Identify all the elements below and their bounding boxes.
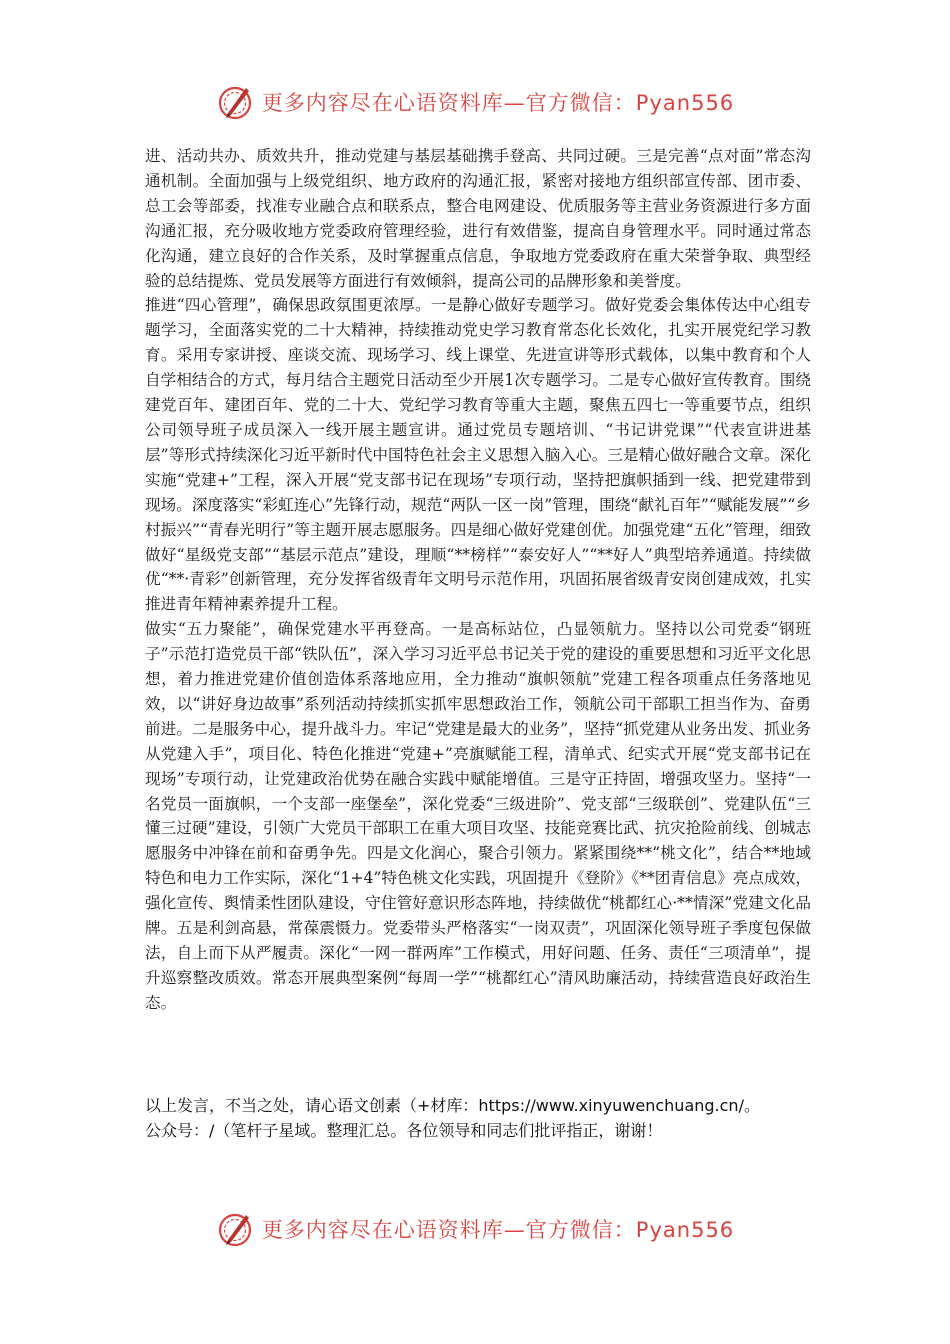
pen-logo-icon xyxy=(216,82,256,122)
closing-remarks xyxy=(145,1093,825,1143)
pen-logo-icon xyxy=(216,1209,256,1249)
footer-watermark xyxy=(0,1207,950,1251)
document-body xyxy=(145,144,811,1016)
closing-line: 公众号：/（笔杆子星域。整理汇总。各位领导和同志们批评指正，谢谢！ xyxy=(145,1121,663,1140)
paragraph: 进、活动共办、质效共升，推动党建与基层基础携手登高、共同过硬。三是完善“点对面”常态沟通机制。全面加强与上级党组织、地方政府的沟通汇报，紧密对接地方组织部宣传部、团市委、总工会等部委，找准专业融合点和联系点，整合电网建设、优质服务等主营业务资源进行多方面沟通汇报，充分吸收地方党委政府管理经验，进行有效借鉴，提高自身管理水平。同时通过常态化沟通，建立良好的合作关系，及时掌握重点信息，争取地方党委政府在重大荣誉争取、典型经验的总结提炼、党员发展等方面进行有效倾斜，提高公司的品牌形象和美誉度。 xyxy=(145,147,811,290)
paragraph: 推进“四心管理”，确保思政氛围更浓厚。一是静心做好专题学习。做好党委会集体传达中心组专题学习，全面落实党的二十大精神，持续推动党史学习教育常态化长效化，扎实开展党纪学习教育。采用专家讲授、座谈交流、现场学习、线上课堂、先进宣讲等形式载体，以集中教育和个人自学相结合的方式，每月结合主题党日活动至少开展1次专题学习。二是专心做好宣传教育。围绕建党百年、建团百年、党的二十大、党纪学习教育等重大主题，聚焦五四七一等重要节点，组织公司领导班子成员深入一线开展主题宣讲。通过党员专题培训、“书记讲党课”“代表宣讲进基层”等形式持续深化习近平新时代中国特色社会主义思想入脑入心。三是精心做好融合文章。深化实施“党建+”工程，深入开展“党支部书记在现场”专项行动，坚持把旗帜插到一线、把党建带到现场。深度落实“彩虹连心”先锋行动，规范“两队一区一岗”管理，围绕“献礼百年”“赋能发展”“乡村振兴”“青春光明行”等主题开展志愿服务。四是细心做好党建创优。加强党建“五化”管理，细致做好“星级党支部”“基层示范点”建设，理顺“**榜样”“泰安好人”“**好人”典型培养通道。持续做优“**·青彩”创新管理，充分发挥省级青年文明号示范作用，巩固拓展省级青安岗创建成效，扎实推进青年精神素养提升工程。 xyxy=(145,296,811,614)
watermark-text: 更多内容尽在心语资料库—官方微信：Pyan556 xyxy=(261,1218,735,1242)
header-watermark xyxy=(0,80,950,124)
closing-line: 以上发言，不当之处，请心语文创素（+材库：https://www.xinyuwenchuang.cn/。 xyxy=(145,1096,760,1115)
watermark-text: 更多内容尽在心语资料库—官方微信：Pyan556 xyxy=(261,91,735,115)
paragraph: 做实“五力聚能”，确保党建水平再登高。一是高标站位，凸显领航力。坚持以公司党委“钢班子”示范打造党员干部“铁队伍”，深入学习习近平总书记关于党的建设的重要思想和习近平文化思想，着力推进党建价值创造体系落地应用，全力推动“旗帜领航”党建工程各项重点任务落地见效，以“讲好身边故事”系列活动持续抓实抓牢思想政治工作，领航公司干部职工担当作为、奋勇前进。二是服务中心，提升战斗力。牢记“党建是最大的业务”，坚持“抓党建从业务出发、抓业务从党建入手”，项目化、特色化推进“党建+”亮旗赋能工程，清单式、纪实式开展“党支部书记在现场”专项行动，让党建政治优势在融合实践中赋能增值。三是守正持固，增强攻坚力。坚持“一名党员一面旗帜，一个支部一座堡垒”，深化党委“三级进阶”、党支部“三级联创”、党建队伍“三懂三过硬”建设，引领广大党员干部职工在重大项目攻坚、技能竞赛比武、抗灾抢险前线、创城志愿服务中冲锋在前和奋勇争先。四是文化润心，聚合引领力。紧紧围绕**“桃文化”，结合**地域特色和电力工作实际，深化“1+4”特色桃文化实践，巩固提升《登阶》《**团青信息》亮点成效，强化宣传、舆情柔性团队建设，守住管好意识形态阵地，持续做优“桃都红心·**情深”党建文化品牌。五是利剑高悬，常葆震慑力。党委带头严格落实“一岗双责”，巩固深化领导班子季度包保做法，自上而下从严履责。深化“一网一群两库”工作模式，用好问题、任务、责任“三项清单”，提升巡察整改质效。常态开展典型案例“每周一学”“桃都红心”清风助廉活动，持续营造良好政治生态。 xyxy=(145,620,811,1012)
